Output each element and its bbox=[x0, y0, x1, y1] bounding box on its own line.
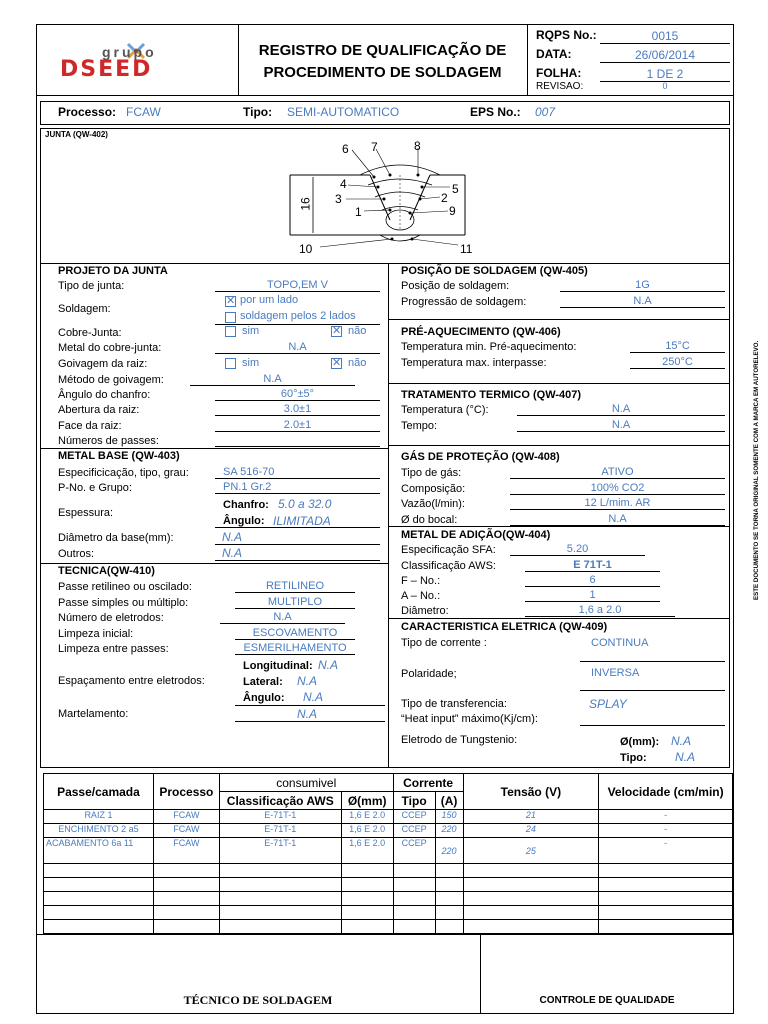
angulo-el-value: N.A bbox=[303, 690, 324, 704]
adicao-diam-value: 1,6 a 2.0 bbox=[525, 604, 675, 617]
cell-a: 220 bbox=[435, 838, 463, 864]
cell-tipo: CCEP bbox=[393, 824, 435, 838]
eletrica-title: CARACTERISTICA ELETRICA (QW-409) bbox=[401, 621, 608, 633]
divider bbox=[527, 24, 528, 95]
polaridade-label: Polaridade; bbox=[401, 668, 457, 680]
cell-v: 21 bbox=[463, 810, 599, 824]
martelamento-value: N.A bbox=[297, 707, 318, 721]
gas-bocal-label: Ø do bocal: bbox=[401, 514, 458, 526]
cell-diam: 1,6 E 2.0 bbox=[341, 810, 393, 824]
espacamento-label: Espaçamento entre eletrodos: bbox=[58, 675, 205, 687]
junta-num-1: 1 bbox=[355, 205, 362, 219]
tipo-junta-label: Tipo de junta: bbox=[58, 280, 125, 292]
divider bbox=[388, 445, 730, 446]
junta-num-11: 11 bbox=[460, 242, 473, 256]
side-note: ESTE DOCUMENTO SE TORNA ORIGINAL SOMENTE COM A MARCA EM AUTORELEVO. bbox=[753, 340, 760, 600]
junta-num-7: 7 bbox=[371, 140, 378, 154]
ano-value: 1 bbox=[525, 589, 660, 602]
heat-underline bbox=[580, 725, 725, 726]
tung-diam-value: N.A bbox=[671, 734, 692, 748]
divider bbox=[388, 263, 389, 768]
corrente-value: CONTINUA bbox=[591, 637, 649, 649]
cell-tipo: CCEP bbox=[393, 838, 435, 864]
heat-label: “Heat input” máximo(Kj/cm): bbox=[401, 713, 538, 725]
limpeza-ent-value: ESMERILHAMENTO bbox=[235, 642, 355, 655]
lateral-label: Lateral: bbox=[243, 676, 283, 688]
chanfro-value: 5.0 a 32.0 bbox=[278, 497, 332, 511]
angulo-base-value: ILIMITADA bbox=[273, 514, 331, 528]
tt-temp-label: Temperatura (°C): bbox=[401, 404, 489, 416]
junta-num-10: 10 bbox=[299, 242, 313, 256]
table-row-empty bbox=[44, 920, 733, 934]
polaridade-value: INVERSA bbox=[591, 667, 640, 679]
divider bbox=[388, 319, 730, 320]
cobre-label: Cobre-Junta: bbox=[58, 327, 122, 339]
angulo-underline bbox=[235, 705, 385, 706]
passe-simples-value: MULTIPLO bbox=[235, 596, 355, 609]
th-diam: Ø(mm) bbox=[341, 792, 393, 810]
cell-processo: FCAW bbox=[153, 824, 219, 838]
polaridade-box bbox=[580, 665, 725, 691]
preaq-max-label: Temperatura max. interpasse: bbox=[401, 357, 547, 369]
tung-tipo-label: Tipo: bbox=[620, 752, 647, 764]
checkbox-um-lado[interactable]: ✕ bbox=[226, 295, 236, 307]
num-eletrodos-label: Número de eletrodos: bbox=[58, 612, 164, 624]
ano-label: A – No.: bbox=[401, 590, 441, 602]
passe-simples-label: Passe simples ou múltiplo: bbox=[58, 597, 189, 609]
corrente-box bbox=[580, 634, 725, 662]
data-value: 26/06/2014 bbox=[600, 48, 730, 63]
metal-cobre-label: Metal do cobre-junta: bbox=[58, 342, 162, 354]
cell-processo: FCAW bbox=[153, 810, 219, 824]
cell-diam: 1,6 E 2.0 bbox=[341, 824, 393, 838]
espessura-underline bbox=[215, 527, 380, 528]
eps-value: 007 bbox=[535, 105, 556, 119]
title-line-1: REGISTRO DE QUALIFICAÇÃO DE bbox=[258, 42, 507, 59]
gas-tipo-label: Tipo de gás: bbox=[401, 467, 462, 479]
soldagem-label: Soldagem: bbox=[58, 303, 111, 315]
cell-aws: E-71T-1 bbox=[219, 838, 341, 864]
th-passe: Passe/camada bbox=[44, 774, 154, 810]
th-tensao: Tensão (V) bbox=[463, 774, 599, 810]
abertura-value: 3.0±1 bbox=[215, 403, 380, 416]
rqps-value: 0015 bbox=[600, 29, 730, 44]
mart-underline bbox=[235, 721, 385, 722]
table-row-empty bbox=[44, 906, 733, 920]
junta-num-8: 8 bbox=[414, 139, 421, 153]
espec-label: Especificicação, tipo, grau: bbox=[58, 467, 189, 479]
diam-base-label: Diâmetro da base(mm): bbox=[58, 532, 174, 544]
transf-label: Tipo de transferencia: bbox=[401, 698, 507, 710]
data-label: DATA: bbox=[536, 47, 572, 61]
cobre-sim: sim bbox=[242, 325, 260, 337]
tung-diam-label: Ø(mm): bbox=[620, 736, 660, 748]
goivagem-nao: não bbox=[348, 357, 367, 369]
th-velocidade: Velocidade (cm/min) bbox=[599, 774, 733, 810]
angulo-el-label: Ângulo: bbox=[243, 692, 285, 704]
tt-temp-value: N.A bbox=[517, 403, 725, 416]
revisao-value: 0 bbox=[662, 81, 668, 91]
cell-passe: ACABAMENTO 6a 11 bbox=[44, 838, 154, 864]
sfa-label: Especificação SFA: bbox=[401, 544, 496, 556]
projeto-title: PROJETO DA JUNTA bbox=[58, 265, 168, 277]
goivagem-label: Goivagem da raiz: bbox=[58, 358, 148, 370]
tung-tipo-value: N.A bbox=[675, 750, 696, 764]
posicao-title: POSIÇÃO DE SOLDAGEM (QW-405) bbox=[401, 265, 588, 277]
divider bbox=[388, 618, 730, 619]
divider bbox=[238, 24, 239, 95]
gas-tipo-value: ATIVO bbox=[510, 466, 725, 479]
table-header-row bbox=[44, 774, 733, 792]
cell-a: 220 bbox=[435, 824, 463, 838]
cell-diam: 1,6 E 2.0 bbox=[341, 838, 393, 864]
junta-title: JUNTA (QW-402) bbox=[45, 130, 108, 139]
pno-label: P-No. e Grupo: bbox=[58, 482, 132, 494]
outros-value: N.A bbox=[222, 546, 243, 560]
checkbox-goivagem-sim[interactable] bbox=[225, 358, 236, 369]
checkbox-cobre-sim[interactable] bbox=[225, 326, 236, 337]
th-aws: Classificação AWS bbox=[219, 792, 341, 810]
divider bbox=[388, 383, 730, 384]
soldagem-box bbox=[215, 293, 380, 325]
adicao-diam-label: Diâmetro: bbox=[401, 605, 449, 617]
tt-tempo-value: N.A bbox=[517, 419, 725, 432]
cell-vel: - bbox=[599, 810, 733, 824]
revisao-label: REVISAO: bbox=[536, 81, 584, 92]
passes-label: Números de passes: bbox=[58, 435, 159, 447]
junta-num-3: 3 bbox=[335, 192, 342, 206]
fno-value: 6 bbox=[525, 574, 660, 587]
fno-label: F – No.: bbox=[401, 575, 441, 587]
cell-tipo: CCEP bbox=[393, 810, 435, 824]
face-value: 2.0±1 bbox=[215, 419, 380, 432]
limpeza-ini-label: Limpeza inicial: bbox=[58, 628, 134, 640]
eps-label: EPS No.: bbox=[470, 105, 521, 119]
metal-base-title: METAL BASE (QW-403) bbox=[58, 450, 180, 462]
corrente-label: Tipo de corrente : bbox=[401, 637, 487, 649]
th-a: (A) bbox=[435, 792, 463, 810]
preaq-min-label: Temperatura min. Pré-aquecimento: bbox=[401, 341, 577, 353]
tecnico-signature: TÉCNICO DE SOLDAGEM bbox=[183, 993, 333, 1007]
rqps-label: RQPS No.: bbox=[536, 28, 597, 42]
metodo-value: N.A bbox=[190, 373, 355, 386]
cell-aws: E-71T-1 bbox=[219, 824, 341, 838]
espec-value: SA 516-70 bbox=[215, 466, 380, 479]
lateral-value: N.A bbox=[297, 674, 318, 688]
divider bbox=[36, 95, 734, 96]
angulo-chanfro-value: 60°±5° bbox=[215, 388, 380, 401]
junta-num-2: 2 bbox=[441, 191, 448, 205]
junta-num-4: 4 bbox=[340, 177, 347, 191]
transf-value: SPLAY bbox=[589, 697, 627, 711]
diam-underline bbox=[215, 544, 380, 545]
preaq-min-value: 15°C bbox=[630, 340, 725, 353]
cell-a: 150 bbox=[435, 810, 463, 824]
tecnica-title: TECNICA(QW-410) bbox=[58, 565, 155, 577]
cell-aws: E-71T-1 bbox=[219, 810, 341, 824]
outros-label: Outros: bbox=[58, 548, 95, 560]
divider bbox=[36, 934, 734, 935]
divider bbox=[40, 263, 730, 264]
posicao-label: Posição de soldagem: bbox=[401, 280, 510, 292]
preaq-max-value: 250°C bbox=[630, 356, 725, 369]
controle-signature: CONTROLE DE QUALIDADE bbox=[539, 995, 675, 1006]
espessura-label: Espessura: bbox=[58, 507, 114, 519]
posicao-value: 1G bbox=[560, 279, 725, 292]
metal-cobre-value: N.A bbox=[215, 341, 380, 354]
tt-title: TRATAMENTO TERMICO (QW-407) bbox=[401, 389, 582, 401]
cell-passe: RAIZ 1 bbox=[44, 810, 154, 824]
th-corrente: Corrente bbox=[393, 774, 463, 792]
martelamento-label: Martelamento: bbox=[58, 708, 129, 720]
face-label: Face da raiz: bbox=[58, 420, 122, 432]
junta-num-9: 9 bbox=[449, 204, 456, 218]
checkbox-goivagem-nao[interactable]: ✕ bbox=[332, 357, 342, 369]
metodo-label: Método de goivagem: bbox=[58, 374, 164, 386]
goivagem-sim: sim bbox=[242, 357, 260, 369]
th-processo: Processo bbox=[153, 774, 219, 810]
table-row-empty bbox=[44, 892, 733, 906]
th-tipo: Tipo bbox=[393, 792, 435, 810]
chanfro-label: Chanfro: bbox=[223, 499, 269, 511]
cell-vel: - bbox=[599, 824, 733, 838]
soldagem-opt1: por um lado bbox=[240, 294, 299, 306]
passes-value bbox=[215, 434, 380, 447]
folha-label: FOLHA: bbox=[536, 66, 582, 80]
junta-num-6: 6 bbox=[342, 142, 349, 156]
th-consumivel: consumivel bbox=[219, 774, 393, 792]
gas-vazao-label: Vazão(l/min): bbox=[401, 498, 465, 510]
company-logo bbox=[58, 40, 218, 82]
gas-comp-label: Composição: bbox=[401, 483, 466, 495]
limpeza-ent-label: Limpeza entre passes: bbox=[58, 643, 169, 655]
cell-vel: - bbox=[599, 838, 733, 864]
preaq-title: PRÉ-AQUECIMENTO (QW-406) bbox=[401, 326, 561, 338]
processo-label: Processo: bbox=[58, 105, 117, 119]
tipo-label: Tipo: bbox=[243, 105, 273, 119]
adicao-title: METAL DE ADIÇÃO(QW-404) bbox=[401, 529, 551, 541]
longitudinal-value: N.A bbox=[318, 658, 339, 672]
progressao-value: N.A bbox=[560, 295, 725, 308]
tipo-value: SEMI-AUTOMATICO bbox=[287, 105, 400, 119]
sfa-value: 5.20 bbox=[510, 543, 645, 556]
title-line-2: PROCEDIMENTO DE SOLDAGEM bbox=[263, 64, 502, 81]
diam-base-value: N.A bbox=[222, 530, 243, 544]
progressao-label: Progressão de soldagem: bbox=[401, 296, 527, 308]
logo-top-text: grupo bbox=[102, 44, 157, 60]
abertura-label: Abertura da raiz: bbox=[58, 404, 140, 416]
cell-v: 24 bbox=[463, 824, 599, 838]
junta-num-5: 5 bbox=[452, 182, 459, 196]
table-row bbox=[44, 824, 733, 838]
divider bbox=[40, 448, 388, 449]
angulo-chanfro-label: Ângulo do chanfro: bbox=[58, 389, 151, 401]
tt-tempo-label: Tempo: bbox=[401, 420, 438, 432]
soldagem-opt2: soldagem pelos 2 lados bbox=[240, 310, 356, 322]
passes-table bbox=[43, 773, 733, 934]
tipo-junta-value: TOPO,EM V bbox=[215, 279, 380, 292]
longitudinal-label: Longitudinal: bbox=[243, 660, 313, 672]
page-title bbox=[240, 40, 525, 84]
tungstenio-label: Eletrodo de Tungstenio: bbox=[401, 734, 518, 746]
aws-label: Classificação AWS: bbox=[401, 560, 496, 572]
cell-v: 25 bbox=[463, 838, 599, 864]
angulo-base-label: Ângulo: bbox=[223, 515, 265, 527]
cobre-nao: não bbox=[348, 325, 367, 337]
processo-value: FCAW bbox=[126, 105, 161, 119]
table-row bbox=[44, 810, 733, 824]
gas-bocal-value: N.A bbox=[510, 513, 725, 526]
table-row bbox=[44, 838, 733, 864]
table-row-empty bbox=[44, 864, 733, 878]
outros-underline bbox=[215, 560, 380, 561]
divider bbox=[388, 526, 730, 527]
table-row-empty bbox=[44, 878, 733, 892]
logo-main-text: DSEED bbox=[60, 57, 153, 82]
aws-value: E 71T-1 bbox=[525, 559, 660, 572]
divider bbox=[40, 563, 388, 564]
num-eletrodos-value: N.A bbox=[220, 611, 345, 624]
cell-processo: FCAW bbox=[153, 838, 219, 864]
cell-passe: ENCHIMENTO 2 a5 bbox=[44, 824, 154, 838]
checkbox-cobre-nao[interactable]: ✕ bbox=[332, 325, 342, 337]
folha-value: 1 DE 2 bbox=[600, 67, 730, 82]
gas-comp-value: 100% CO2 bbox=[510, 482, 725, 495]
passe-ret-value: RETILINEO bbox=[235, 580, 355, 593]
gas-vazao-value: 12 L/mim. AR bbox=[510, 497, 725, 510]
pno-value: PN.1 Gr.2 bbox=[215, 481, 380, 494]
junta-num-16: 16 bbox=[298, 197, 313, 211]
gas-title: GÁS DE PROTEÇÃO (QW-408) bbox=[401, 451, 560, 463]
limpeza-ini-value: ESCOVAMENTO bbox=[235, 627, 355, 640]
passe-ret-label: Passe retilineo ou oscilado: bbox=[58, 581, 192, 593]
